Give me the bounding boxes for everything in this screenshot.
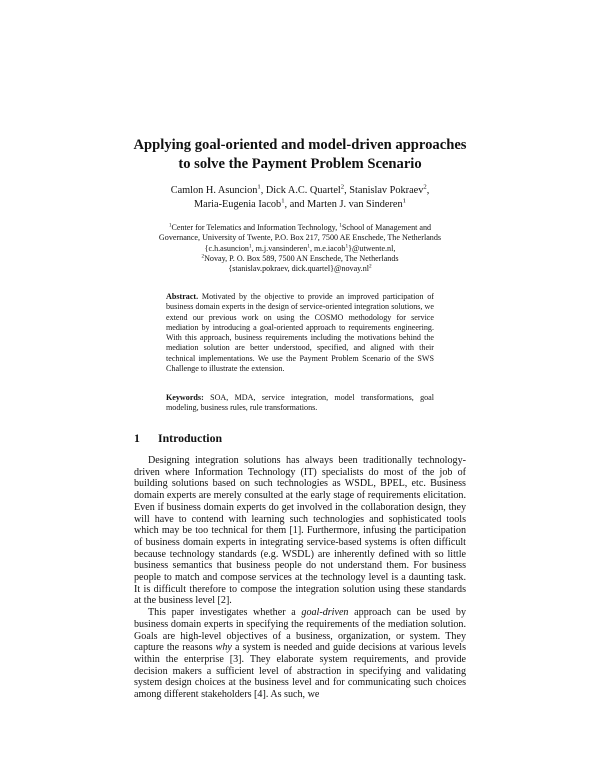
author-affil-mark: 1: [281, 197, 285, 205]
paragraph-text: approach can be used by business domain experts in specifying the requirements of the mediation solution. Goals are high-level objectives of a business, organization, or system. They capture the reasons: [134, 607, 466, 654]
affiliation-line-5: [135, 264, 465, 274]
email-text: , m.j.vansinderen: [251, 243, 308, 253]
abstract: [166, 292, 434, 374]
affil-mark: 1: [345, 242, 349, 249]
affil-mark: 1: [168, 222, 172, 229]
author-affil-mark: 1: [257, 183, 261, 191]
affil-mark: 1: [248, 242, 252, 249]
paragraph-text: This paper investigates whether a: [148, 607, 302, 619]
abstract-text: Motivated by the objective to provide an improved participation of business domain experts in the design of service-oriented integration solutions, we extend our previous work on using the COSMO methodology for service mediation by introducing a goal-oriented approach to requirements engineering. With this approach, business requirements including the motivations behind the mediation solution are better understood, specified, and aligned with their technical implementations. We use the Payment Problem Scenario of the SWS Challenge to illustrate the extension.: [166, 292, 434, 374]
paragraph-1: Designing integration solutions has always been traditionally technology-driven where Information Technology (IT) specialists do most of the job of building solutions based on such technologies as WSDL, BPEL, etc. Business domain experts are merely consulted at the early stage of requirements elicitation. Even if business domain experts do get involved in the collaboration design, they will have to contend with learning such technologies and sophisticated tools which may be too technical for them [1]. Furthermore, infusing the participation of business domain experts in integrating service-based systems is often difficult because technology standards (e.g. WSDL) are inherently defined with so little business semantics that business people do not understand them. For business people to match and compose services at the technology level is a daunting task. It is difficult therefore to compose the integration solution using these standards at the business level [2].: [134, 455, 466, 607]
section-number: 1: [134, 431, 140, 445]
keywords: [166, 393, 434, 414]
affil-mark: 1: [307, 242, 310, 249]
affil-mark: 2: [369, 263, 372, 270]
author-list: [100, 184, 500, 211]
affiliation-line-2: Governance, University of Twente, P.O. Box 217, 7500 AE Enschede, The Netherlands: [158, 233, 442, 243]
affil-mark: 1: [339, 222, 342, 229]
email-text: {c.h.asuncion: [204, 243, 249, 253]
author-name: , Stanislav Pokraev: [344, 185, 424, 196]
title-line-1: Applying goal-oriented and model-driven approaches: [133, 137, 467, 153]
section-title: Introduction: [158, 431, 223, 445]
email-text: {stanislav.pokraev, dick.quartel}@novay.nl: [228, 264, 369, 274]
affil-mark: 2: [201, 253, 205, 260]
author-affil-mark: 2: [423, 183, 427, 191]
author-name: Camlon H. Asuncion: [170, 185, 258, 196]
keywords-label: Keywords:: [166, 393, 204, 402]
keywords-text: SOA, MDA, service integration, model transformations, goal modeling, business rules, rule transformations.: [166, 393, 434, 413]
affil-text: School of Management and: [341, 223, 432, 232]
author-affil-mark: 1: [402, 197, 406, 205]
authors-line-2: [100, 198, 500, 212]
author-name: Maria-Eugenia Iacob: [194, 198, 282, 210]
emphasis-text: why: [215, 642, 232, 654]
author-name: , Dick A.C. Quartel: [260, 185, 341, 196]
emphasis-text: goal-driven: [301, 607, 349, 619]
author-name: , and Marten J. van Sinderen: [284, 198, 403, 210]
affil-text: Center for Telematics and Information Technology,: [171, 223, 340, 232]
affiliation-line-1: [135, 223, 465, 233]
author-affil-mark: 2: [340, 183, 345, 191]
authors-line-1: [100, 184, 500, 198]
title-line-2: to solve the Payment Problem Scenario: [178, 156, 422, 172]
body-text: [134, 455, 466, 701]
email-text: }@utwente.nl,: [348, 243, 396, 253]
affil-text: Novay, P. O. Box 589, 7500 AN Enschede, The Netherlands: [204, 253, 399, 263]
author-separator: ,: [426, 185, 430, 196]
affiliation-line-4: [135, 254, 465, 264]
paper-title: [100, 136, 500, 174]
abstract-label: Abstract.: [166, 292, 199, 301]
affiliation-line-3: [135, 244, 465, 254]
affiliations: [135, 223, 465, 274]
section-heading: [134, 431, 222, 445]
paragraph-text: a system is needed and guide decisions at various levels within the enterprise [3]. They elaborate system requirements, and provide decision makers a sufficient level of abstraction in specifying and validating system design choices at the business level and for communicating such choices among different stakeholders [4]. As such, we: [134, 642, 466, 701]
paragraph-2: [134, 607, 466, 701]
email-text: , m.e.iacob: [309, 243, 346, 253]
